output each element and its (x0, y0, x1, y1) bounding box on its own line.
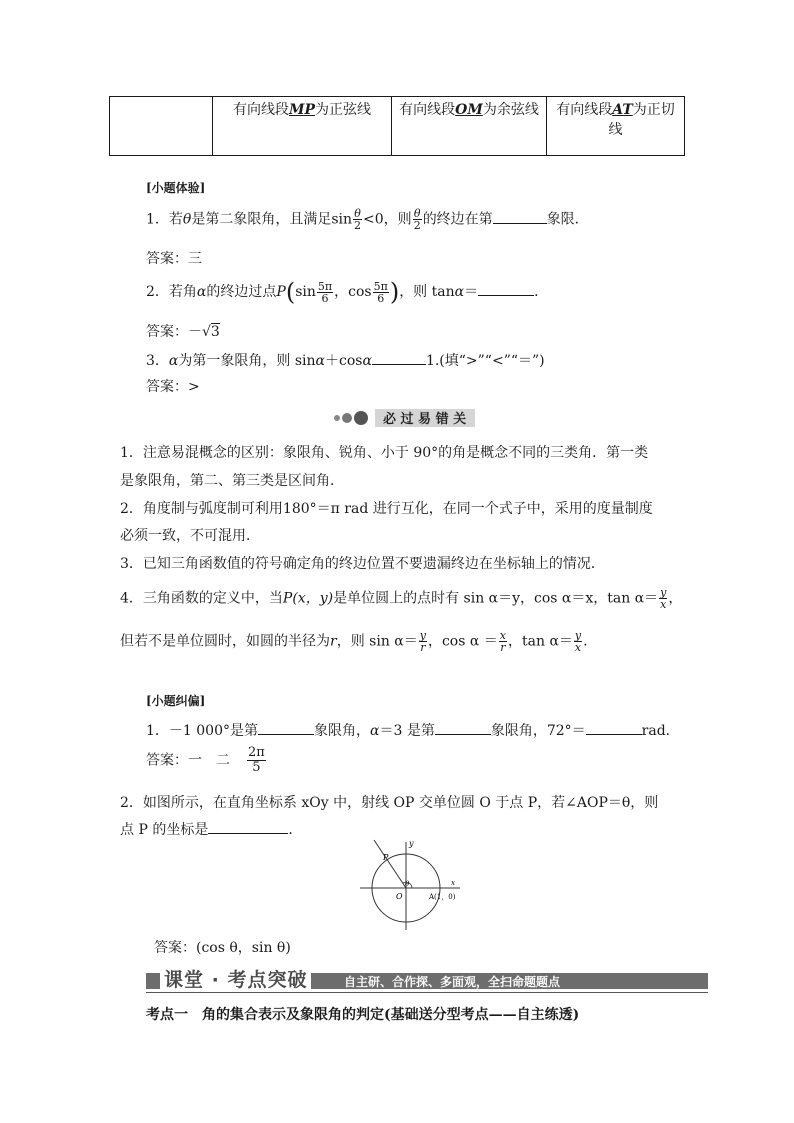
answer-2: 答案：－√3 (146, 324, 220, 340)
answer-3: 答案：> (146, 379, 200, 395)
table-cell-empty (110, 97, 213, 156)
answer-2-1: 答案：一 二 $\frac{2\pi}{5}$ (146, 745, 265, 775)
answer-2-2: 答案：(cos θ，sin θ) (154, 940, 291, 956)
label-x: x (451, 879, 455, 887)
practice-heading: [小题体验] (146, 181, 206, 195)
banner-rule (146, 992, 708, 993)
note-3: 3．已知三角函数值的符号确定角的终边位置不要遗漏终边在坐标轴上的情况． (120, 556, 605, 572)
ray-op (374, 840, 406, 888)
summary-table (109, 96, 685, 156)
label-y: y (409, 839, 414, 848)
answer-blank (435, 720, 491, 735)
label-O: O (396, 892, 403, 901)
question-2: 2．若角α的终边过点P(sin $\frac{5\pi}{6}$ ，cos $\frac{5\pi}{6}$ )，则 tanα＝ ． (146, 278, 549, 306)
section-banner (146, 971, 708, 989)
section-heading: 考点一 角的集合表示及象限角的判定(基础送分型考点——自主练透) (146, 1007, 580, 1023)
answer-blank (478, 281, 534, 296)
practice-heading-2: [小题纠偏] (146, 694, 206, 708)
answer-1: 答案：三 (146, 251, 202, 267)
pill-text: 必 过 易 错 关 (383, 412, 467, 427)
banner-title: 课堂 · 考点突破 (160, 965, 311, 992)
question-1: 1．若θ是第二象限角，且满足sin $\frac{\theta}{2}$ <0，则 $\frac{\theta}{2}$ 的终边在第 象限． (146, 207, 589, 232)
table-cell-tangent: 有向线段AT为正切 线 (547, 97, 685, 156)
table-cell-cosine: 有向线段OM为余弦线 (392, 97, 547, 156)
unit-circle-figure (356, 838, 466, 934)
note-4-line-1: 4．三角函数的定义中，当P(x，y)是单位圆上的点时有 sin α＝y，cos α＝x，tan α＝ $\frac{y}{x}$ ， (120, 586, 683, 611)
answer-blank (372, 350, 426, 365)
answer-blank (208, 819, 288, 834)
table-cell-sine: 有向线段MP为正弦线 (213, 97, 392, 156)
question-3: 3．α为第一象限角，则 sinα＋cosα 1.(填“>”“<”“＝”) (146, 350, 545, 370)
section-pill (333, 407, 483, 429)
label-theta: θ (405, 880, 410, 888)
banner-subtitle: 自主研、合作探、多面观，全扫命题题点 (344, 975, 561, 989)
label-A: A(1，0) (429, 893, 456, 901)
note-2-line-1: 2．角度制与弧度制可利用180°＝π rad 进行互化，在同一个式子中，采用的度量制度 (120, 501, 653, 517)
answer-blank (493, 209, 547, 224)
note-2-line-2: 必须一致，不可混用． (120, 528, 260, 544)
label-P: P (383, 853, 389, 862)
question-2-2-line-1: 2．如图所示，在直角坐标系 xOy 中，射线 OP 交单位圆 O 于点 P，若∠AOP＝θ，则 (120, 795, 659, 811)
note-4-line-2: 但若不是单位圆时，如圆的半径为r，则 sin α＝ $\frac{y}{r}$ ，cos α ＝ $\frac{x}{r}$ ，tan α＝ $\frac{y}{x}$ . (120, 629, 588, 654)
question-2-2-line-2: 点 P 的坐标是 ． (120, 819, 302, 839)
note-1-line-1: 1．注意易混概念的区别：象限角、锐角、小于 90°的角是概念不同的三类角．第一类 (120, 445, 649, 461)
answer-blank (586, 720, 642, 735)
question-2-1: 1．－1 000°是第 象限角，α＝3 是第 象限角，72°＝ rad. (146, 720, 670, 740)
answer-blank (258, 720, 314, 735)
note-1-line-2: 是象限角，第二、第三类是区间角． (120, 473, 344, 489)
